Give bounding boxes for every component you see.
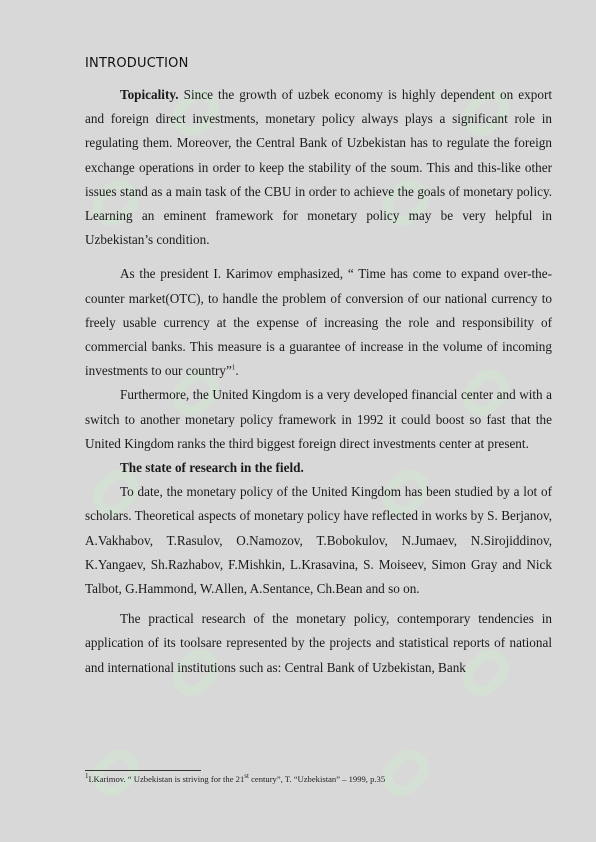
topicality-text: Since the growth of uzbek economy is highly dependent on export and foreign direct investments, monetary policy always plays a significant role in regulating them. Moreover, the Central Bank of Uzbekistan has to regulate the foreign exchange operations in order to keep the stability of the soum. This and this-like other issues stand as a main task of the CBU in order to achieve the goals of monetary policy. Learning an eminent framework for monetary policy may be very helpful in Uzbekistan’s condition. <box>85 87 552 248</box>
footnote-ref[interactable]: 1 <box>231 363 236 372</box>
paragraph-uk: Furthermore, the United Kingdom is a very developed financial center and with a switch to another monetary policy framework in 1992 it could boost so fast that the United Kingdom ranks the third biggest foreign direct investments center at present. <box>85 387 552 451</box>
topicality-label: Topicality. <box>120 87 179 102</box>
state-of-research-heading: The state of research in the field. <box>120 460 304 476</box>
footnote-text-b: century”, T. “Uzbekistan” – 1999, p.35 <box>248 774 386 784</box>
footnote-divider <box>85 770 201 771</box>
paragraph-scholars: To date, the monetary policy of the United Kingdom has been studied by a lot of scholars. Theoretical aspects of monetary policy have reflected in works by S. Berjanov, A.Vakhabov, T.Rasulov, O.Namozov, T.Bobokulov, N.Jumaev, N.Sirojiddinov, K.Yangaev, Sh.Razhabov, F.Mishkin, L.Krasavina, S. Moiseev, Simon Gray and Nick Talbot, G.Hammond, W.Allen, A.Sentance, Ch.Bean and so on. <box>85 484 552 597</box>
paragraph-practical: The practical research of the monetary policy, contemporary tendencies in application of its toolsare represented by the projects and statistical reports of national and international institutions such as: Central Bank of Uzbekistan, Bank <box>85 611 552 675</box>
footnote-marker: 1 <box>85 772 89 781</box>
footnote-text-a: I.Karimov. “ Uzbekistan is striving for the 21 <box>88 774 245 784</box>
footnote-superscript: st <box>244 772 249 781</box>
karimov-quote-end: . <box>235 363 239 379</box>
footnote <box>85 774 385 784</box>
body-text <box>85 83 552 680</box>
section-heading: INTRODUCTION <box>85 56 189 71</box>
paragraph-karimov-quote <box>85 262 552 383</box>
watermark-logo <box>368 728 453 813</box>
paragraph-topicality <box>85 83 552 252</box>
karimov-quote-text: As the president I. Karimov emphasized, “ Time has come to expand over-the-counter market(OTC), to handle the problem of conversion of our national currency to freely usable currency at the expense of increasing the role and responsibility of commercial banks. This measure is a guarantee of increase in the volume of incoming investments to our country” <box>85 266 552 379</box>
